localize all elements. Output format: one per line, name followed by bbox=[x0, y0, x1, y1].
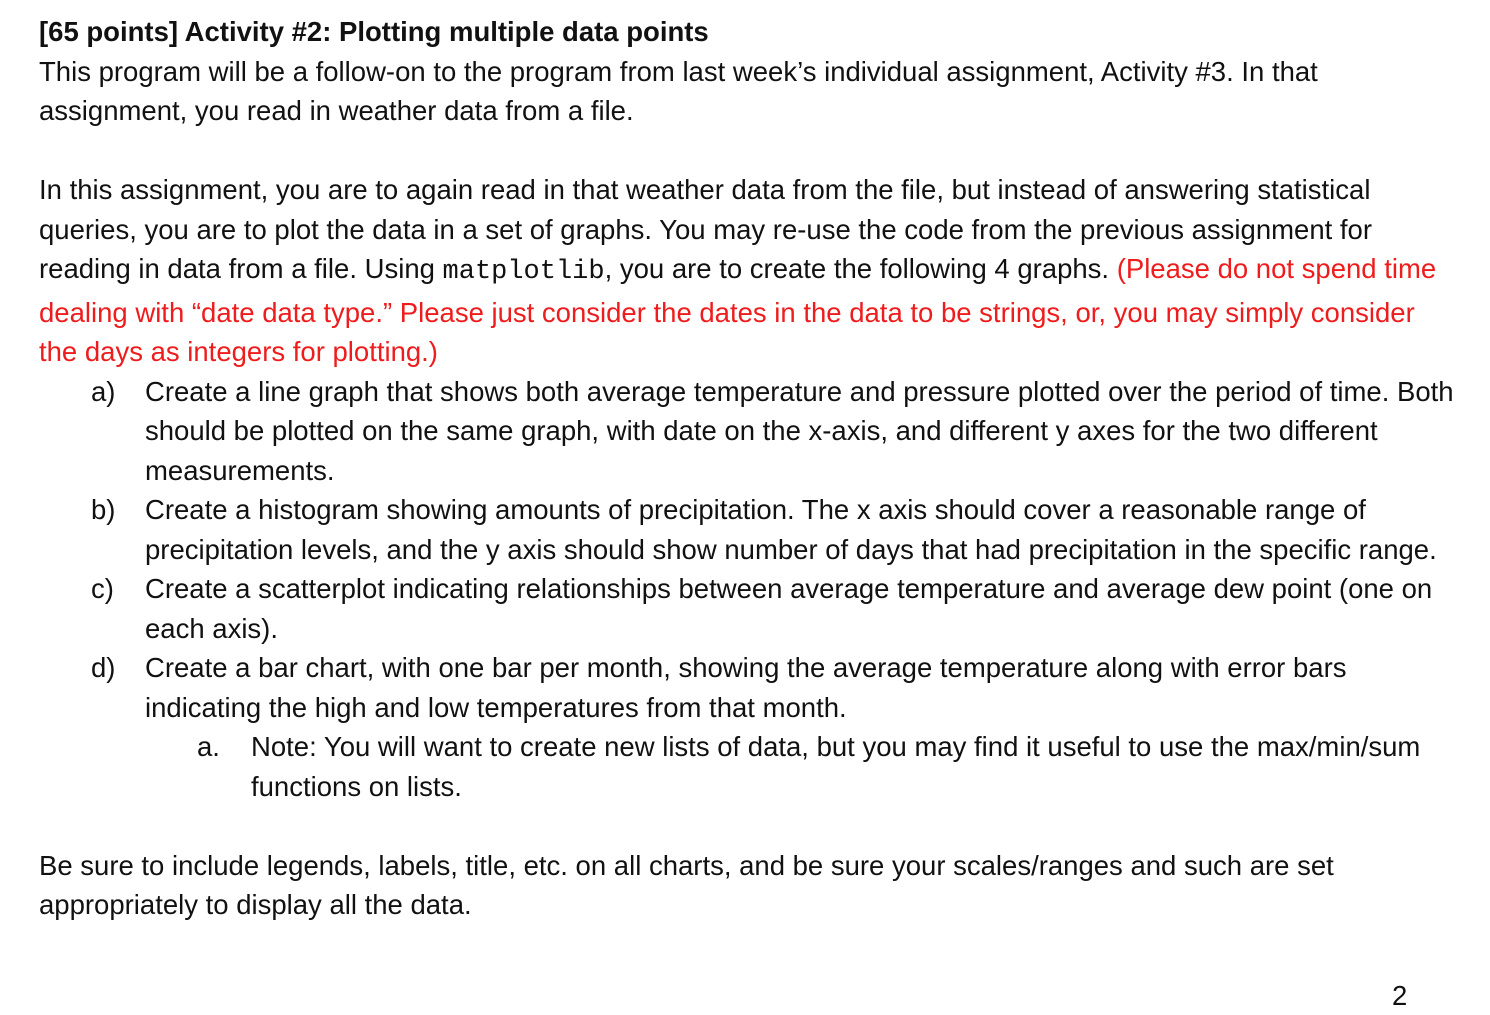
sub-item-text: Note: You will want to create new lists of data, but you may find it useful to use the max/min/sum functions on lists. bbox=[251, 731, 1421, 802]
red-note: (Please do not spend time dealing with “date data type.” Please just consider the dates in the data to be strings, or, you may simply consider the days as integers for plotting.) bbox=[39, 253, 1437, 367]
list-marker: c) bbox=[91, 573, 114, 604]
list-item-text: Create a bar chart, with one bar per month, showing the average temperature along with error bars indicating the high and low temperatures from that month. bbox=[145, 652, 1347, 723]
list-item-a bbox=[39, 372, 1459, 491]
intro-paragraph: This program will be a follow-on to the program from last week’s individual assignment, Activity #3. In that assignment, you read in weather data from a file. bbox=[39, 55, 1318, 126]
sub-item-note bbox=[39, 727, 1459, 806]
activity-heading: [65 points] Activity #2: Plotting multiple data points bbox=[39, 16, 709, 47]
list-item-d bbox=[39, 648, 1459, 727]
list-marker: d) bbox=[91, 652, 116, 683]
list-item-b bbox=[39, 490, 1459, 569]
matplotlib-code: matplotlib bbox=[442, 257, 605, 287]
body-text-2: , you are to create the following 4 graphs. bbox=[604, 253, 1117, 284]
list-item-text: Create a line graph that shows both average temperature and pressure plotted over the period of time. Both should be plotted on the same graph, with date on the x-axis, and different y axes for the two different measurements. bbox=[145, 375, 1454, 486]
sub-marker: a. bbox=[197, 731, 220, 762]
document-page bbox=[39, 12, 1459, 925]
list-marker: b) bbox=[91, 494, 116, 525]
list-item-text: Create a scatterplot indicating relationships between average temperature and average dew point (one on each axis). bbox=[145, 573, 1433, 644]
body-paragraph bbox=[39, 170, 1459, 372]
page-number: 2 bbox=[1392, 980, 1408, 1011]
closing-paragraph: Be sure to include legends, labels, title, etc. on all charts, and be sure your scales/ranges and such are set appropriately to display all the data. bbox=[39, 849, 1334, 920]
body-text-1: In this assignment, you are to again read in that weather data from the file, but instead of answering statistical queries, you are to plot the data in a set of graphs. You may re-use the code from the previous assignment for reading in data from a file. Using bbox=[39, 174, 1372, 284]
list-item-c bbox=[39, 569, 1459, 648]
list-marker: a) bbox=[91, 375, 116, 407]
paragraph-spacer bbox=[39, 131, 1459, 171]
paragraph-spacer bbox=[39, 806, 1459, 846]
list-item-text: Create a histogram showing amounts of precipitation. The x axis should cover a reasonable range of precipitation levels, and the y axis should show number of days that had precipitation in the specific range. bbox=[145, 494, 1437, 565]
